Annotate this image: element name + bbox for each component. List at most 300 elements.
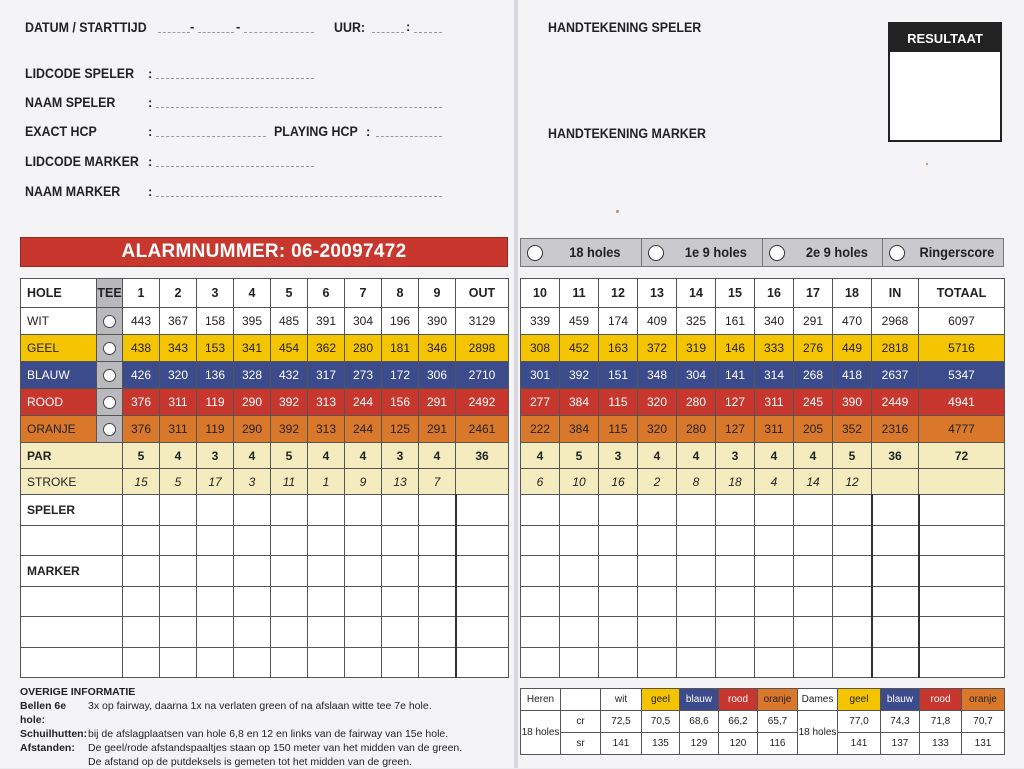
score-cell[interactable] — [382, 647, 419, 678]
score-cell[interactable] — [872, 495, 919, 526]
score-cell[interactable] — [123, 647, 160, 678]
distance-cell: 317 — [308, 362, 345, 389]
score-entry-row — [521, 556, 1005, 587]
par-row-cell: 5 — [833, 443, 872, 469]
tee-select-cell[interactable] — [97, 335, 123, 362]
distance-cell: 2637 — [872, 362, 919, 389]
rating-value: 70,5 — [642, 711, 680, 733]
distance-cell: 372 — [638, 335, 677, 362]
score-cell[interactable] — [833, 586, 872, 617]
score-cell[interactable] — [197, 525, 234, 556]
score-cell[interactable] — [794, 495, 833, 526]
distance-cell: 280 — [677, 416, 716, 443]
score-cell[interactable] — [716, 586, 755, 617]
naam-speler-label: NAAM SPELER — [25, 95, 116, 110]
distance-cell: 341 — [234, 335, 271, 362]
distance-cell: 311 — [160, 416, 197, 443]
distance-cell: 115 — [599, 389, 638, 416]
score-cell[interactable] — [677, 556, 716, 587]
stroke-row-cell: 11 — [271, 469, 308, 495]
cr-label: cr — [561, 711, 601, 733]
front-header-row — [21, 279, 509, 308]
distance-cell: 280 — [345, 335, 382, 362]
score-cell[interactable] — [521, 525, 560, 556]
distance-cell: 392 — [271, 389, 308, 416]
rating-col-geel: geel — [642, 689, 680, 711]
score-row-label — [21, 647, 123, 678]
score-cell[interactable] — [677, 525, 716, 556]
distance-cell: 2818 — [872, 335, 919, 362]
playing-hcp-label: PLAYING HCP — [274, 124, 358, 139]
score-cell[interactable] — [919, 495, 1005, 526]
stroke-row-cell: 12 — [833, 469, 872, 495]
score-cell[interactable] — [716, 525, 755, 556]
score-cell[interactable] — [755, 617, 794, 648]
distance-cell: 362 — [308, 335, 345, 362]
rating-blank — [561, 689, 601, 711]
score-cell[interactable] — [755, 525, 794, 556]
par-row-cell: 72 — [919, 443, 1005, 469]
par-row-cell: 4 — [677, 443, 716, 469]
score-cell[interactable] — [833, 525, 872, 556]
heren-label: Heren — [521, 689, 561, 711]
score-cell[interactable] — [271, 495, 308, 526]
datum-day-field[interactable] — [158, 32, 190, 33]
score-cell[interactable] — [521, 617, 560, 648]
score-cell[interactable] — [345, 647, 382, 678]
score-mode-tabs — [520, 238, 1004, 267]
column-header: 4 — [234, 279, 271, 308]
rating-value: 65,7 — [758, 711, 798, 733]
radio-circle-icon[interactable] — [769, 245, 785, 261]
score-cell[interactable] — [560, 586, 599, 617]
tee-name: GEEL — [21, 335, 97, 362]
score-cell[interactable] — [599, 495, 638, 526]
column-header: TEE — [97, 279, 123, 308]
score-cell[interactable] — [521, 556, 560, 587]
score-cell[interactable] — [560, 647, 599, 678]
score-cell[interactable] — [382, 525, 419, 556]
distance-cell: 244 — [345, 416, 382, 443]
score-cell[interactable] — [794, 617, 833, 648]
info-row: De afstand op de putdeksels is gemeten tot het midden van de green. — [88, 756, 412, 768]
score-entry-row — [521, 647, 1005, 678]
score-cell[interactable] — [638, 525, 677, 556]
tab-front-nine[interactable]: 1e 9 holes — [642, 239, 763, 266]
paper-speck — [926, 163, 928, 165]
score-entry-row — [21, 647, 509, 678]
distance-cell: 306 — [419, 362, 456, 389]
score-cell[interactable] — [345, 556, 382, 587]
rating-value: 71,8 — [920, 711, 962, 733]
score-cell[interactable] — [308, 647, 345, 678]
distance-cell: 418 — [833, 362, 872, 389]
par-row-cell: 4 — [794, 443, 833, 469]
stroke-row-cell — [456, 469, 509, 495]
score-cell[interactable] — [234, 495, 271, 526]
distance-cell: 119 — [197, 416, 234, 443]
score-cell[interactable] — [716, 495, 755, 526]
score-cell[interactable] — [677, 495, 716, 526]
distance-cell: 339 — [521, 308, 560, 335]
par-row-cell: 4 — [234, 443, 271, 469]
tab-back-nine[interactable]: 2e 9 holes — [763, 239, 884, 266]
score-cell[interactable] — [521, 586, 560, 617]
distance-cell: 308 — [521, 335, 560, 362]
rating-value: 131 — [962, 733, 1005, 755]
score-cell[interactable] — [872, 525, 919, 556]
colon: : — [148, 124, 153, 139]
distance-cell: 346 — [419, 335, 456, 362]
rating-col-blauw: blauw — [881, 689, 920, 711]
distance-cell: 277 — [521, 389, 560, 416]
score-row-label — [21, 525, 123, 556]
score-cell[interactable] — [382, 556, 419, 587]
naam-speler-field[interactable] — [156, 107, 442, 108]
colon: : — [148, 184, 153, 199]
stroke-row — [521, 469, 1005, 495]
score-cell[interactable] — [345, 586, 382, 617]
score-cell[interactable] — [794, 586, 833, 617]
column-header: IN — [872, 279, 919, 308]
radio-circle-icon[interactable] — [889, 245, 905, 261]
distance-cell: 314 — [755, 362, 794, 389]
score-cell[interactable] — [599, 647, 638, 678]
score-cell[interactable] — [456, 647, 509, 678]
distance-cell: 291 — [419, 389, 456, 416]
stroke-row-cell: 6 — [521, 469, 560, 495]
datum-month-field[interactable] — [198, 32, 234, 33]
score-cell[interactable] — [160, 495, 197, 526]
score-cell[interactable] — [919, 525, 1005, 556]
stroke-row-cell: 15 — [123, 469, 160, 495]
score-cell[interactable] — [919, 647, 1005, 678]
tee-row — [21, 362, 509, 389]
rating-col-rood: rood — [719, 689, 758, 711]
distance-cell: 391 — [308, 308, 345, 335]
score-cell[interactable] — [919, 556, 1005, 587]
score-cell[interactable] — [271, 525, 308, 556]
rating-value: 70,7 — [962, 711, 1005, 733]
colon: : — [366, 124, 371, 139]
score-cell[interactable] — [419, 495, 456, 526]
datum-sep-2: - — [236, 19, 241, 34]
score-cell[interactable] — [677, 586, 716, 617]
score-cell[interactable] — [599, 525, 638, 556]
score-cell[interactable] — [456, 586, 509, 617]
score-cell[interactable] — [872, 556, 919, 587]
score-cell[interactable] — [638, 586, 677, 617]
distance-cell: 325 — [677, 308, 716, 335]
score-cell[interactable] — [419, 617, 456, 648]
score-cell[interactable] — [872, 647, 919, 678]
score-cell[interactable] — [308, 586, 345, 617]
stroke-row — [21, 469, 509, 495]
score-cell[interactable] — [456, 525, 509, 556]
score-cell[interactable] — [419, 647, 456, 678]
score-cell[interactable] — [716, 556, 755, 587]
score-cell[interactable] — [716, 647, 755, 678]
naam-marker-field[interactable] — [156, 196, 442, 197]
tee-select-cell[interactable] — [97, 416, 123, 443]
score-cell[interactable] — [919, 586, 1005, 617]
score-row-label: SPELER — [21, 495, 123, 526]
score-cell[interactable] — [123, 495, 160, 526]
info-row: Afstanden: De geel/rode afstandspaaltjes staan op 150 meter van het midden van de green. — [20, 742, 463, 754]
tee-select-cell[interactable] — [97, 308, 123, 335]
score-cell[interactable] — [919, 617, 1005, 648]
score-cell[interactable] — [123, 617, 160, 648]
score-cell[interactable] — [794, 647, 833, 678]
distance-cell: 156 — [382, 389, 419, 416]
distance-cell: 2492 — [456, 389, 509, 416]
datum-year-field[interactable] — [244, 32, 314, 33]
score-cell[interactable] — [638, 556, 677, 587]
score-cell[interactable] — [197, 617, 234, 648]
distance-cell: 432 — [271, 362, 308, 389]
score-cell[interactable] — [677, 647, 716, 678]
exact-hcp-field[interactable] — [156, 136, 266, 137]
distance-cell: 328 — [234, 362, 271, 389]
distance-cell: 2968 — [872, 308, 919, 335]
paper-speck — [616, 210, 619, 213]
rating-value: 66,2 — [719, 711, 758, 733]
tab-18-holes[interactable]: 18 holes — [521, 239, 642, 266]
par-row-cell: 4 — [345, 443, 382, 469]
back-header-row — [521, 279, 1005, 308]
score-cell[interactable] — [234, 617, 271, 648]
score-cell[interactable] — [755, 586, 794, 617]
column-header: 6 — [308, 279, 345, 308]
par-row — [521, 443, 1005, 469]
score-cell[interactable] — [123, 556, 160, 587]
uur-hours-field[interactable] — [372, 32, 404, 33]
score-cell[interactable] — [345, 617, 382, 648]
score-cell[interactable] — [755, 647, 794, 678]
score-cell[interactable] — [872, 617, 919, 648]
score-cell[interactable] — [677, 617, 716, 648]
score-cell[interactable] — [271, 556, 308, 587]
distance-cell: 449 — [833, 335, 872, 362]
score-cell[interactable] — [234, 525, 271, 556]
score-cell[interactable] — [456, 495, 509, 526]
score-cell[interactable] — [345, 495, 382, 526]
score-cell[interactable] — [271, 617, 308, 648]
score-cell[interactable] — [419, 556, 456, 587]
rating-col-geel: geel — [838, 689, 881, 711]
rating-col-oranje: oranje — [962, 689, 1005, 711]
score-cell[interactable] — [521, 495, 560, 526]
distance-cell: 119 — [197, 389, 234, 416]
score-cell[interactable] — [638, 495, 677, 526]
tee-select-cell[interactable] — [97, 389, 123, 416]
stroke-row-cell: 4 — [755, 469, 794, 495]
score-cell[interactable] — [833, 556, 872, 587]
score-cell[interactable] — [271, 586, 308, 617]
rating-value: 129 — [680, 733, 719, 755]
score-cell[interactable] — [123, 586, 160, 617]
score-cell[interactable] — [456, 556, 509, 587]
rating-col-oranje: oranje — [758, 689, 798, 711]
lidcode-speler-field[interactable] — [156, 78, 314, 79]
distance-cell: 141 — [716, 362, 755, 389]
score-cell[interactable] — [234, 556, 271, 587]
par-row-cell: 4 — [160, 443, 197, 469]
par-row-cell: 4 — [521, 443, 560, 469]
uur-label: UUR: — [334, 20, 366, 35]
score-cell[interactable] — [599, 556, 638, 587]
distance-cell: 320 — [638, 389, 677, 416]
score-cell[interactable] — [456, 617, 509, 648]
score-cell[interactable] — [382, 495, 419, 526]
par-row-cell: 4 — [638, 443, 677, 469]
score-cell[interactable] — [345, 525, 382, 556]
distance-cell: 244 — [345, 389, 382, 416]
score-cell[interactable] — [308, 617, 345, 648]
score-cell[interactable] — [308, 495, 345, 526]
tee-row — [521, 308, 1005, 335]
lidcode-speler-label: LIDCODE SPELER — [25, 66, 135, 81]
distance-cell: 313 — [308, 389, 345, 416]
rating-value: 137 — [881, 733, 920, 755]
column-header: 11 — [560, 279, 599, 308]
tee-select-cell[interactable] — [97, 362, 123, 389]
score-cell[interactable] — [197, 586, 234, 617]
score-cell[interactable] — [234, 647, 271, 678]
score-cell[interactable] — [599, 586, 638, 617]
score-cell[interactable] — [794, 525, 833, 556]
score-cell[interactable] — [833, 495, 872, 526]
colon: : — [148, 95, 153, 110]
distance-cell: 470 — [833, 308, 872, 335]
score-cell[interactable] — [271, 647, 308, 678]
resultaat-header: RESULTAAT — [890, 24, 1000, 52]
score-entry-row — [521, 586, 1005, 617]
score-cell[interactable] — [308, 556, 345, 587]
radio-circle-icon[interactable] — [527, 245, 543, 261]
tee-radio-icon[interactable] — [103, 396, 116, 409]
score-cell[interactable] — [382, 586, 419, 617]
column-header: 8 — [382, 279, 419, 308]
score-cell[interactable] — [560, 495, 599, 526]
heren-holes-label: 18 holes — [521, 711, 561, 755]
score-entry-row — [21, 525, 509, 556]
score-cell[interactable] — [419, 586, 456, 617]
score-entry-row — [21, 556, 509, 587]
distance-cell: 319 — [677, 335, 716, 362]
score-cell[interactable] — [160, 647, 197, 678]
lidcode-marker-field[interactable] — [156, 166, 314, 167]
stroke-row-label: STROKE — [21, 469, 123, 495]
tee-row — [21, 335, 509, 362]
par-row-label: PAR — [21, 443, 123, 469]
score-cell[interactable] — [755, 556, 794, 587]
stroke-row-cell: 7 — [419, 469, 456, 495]
datum-sep-1: - — [190, 19, 195, 34]
distance-cell: 320 — [160, 362, 197, 389]
distance-cell: 459 — [560, 308, 599, 335]
radio-circle-icon[interactable] — [648, 245, 664, 261]
par-row-cell: 4 — [308, 443, 345, 469]
score-cell[interactable] — [160, 556, 197, 587]
score-cell[interactable] — [560, 525, 599, 556]
score-cell[interactable] — [419, 525, 456, 556]
tee-row — [521, 335, 1005, 362]
score-cell[interactable] — [833, 617, 872, 648]
score-cell[interactable] — [197, 647, 234, 678]
score-cell[interactable] — [160, 617, 197, 648]
rating-value: 135 — [642, 733, 680, 755]
distance-cell: 151 — [599, 362, 638, 389]
distance-cell: 390 — [419, 308, 456, 335]
uur-sep: : — [406, 19, 411, 34]
tee-radio-icon[interactable] — [103, 342, 116, 355]
score-cell[interactable] — [638, 647, 677, 678]
score-cell[interactable] — [197, 495, 234, 526]
score-cell[interactable] — [308, 525, 345, 556]
stroke-row-cell — [919, 469, 1005, 495]
tab-ringerscore[interactable]: Ringerscore — [883, 239, 1003, 266]
score-cell[interactable] — [160, 586, 197, 617]
score-cell[interactable] — [599, 617, 638, 648]
playing-hcp-field[interactable] — [376, 136, 442, 137]
score-cell[interactable] — [638, 617, 677, 648]
score-cell[interactable] — [234, 586, 271, 617]
tee-radio-icon[interactable] — [103, 369, 116, 382]
score-cell[interactable] — [833, 647, 872, 678]
score-cell[interactable] — [716, 617, 755, 648]
score-cell[interactable] — [755, 495, 794, 526]
resultaat-box[interactable] — [888, 22, 1002, 142]
score-cell[interactable] — [794, 556, 833, 587]
distance-cell: 291 — [419, 416, 456, 443]
distance-cell: 485 — [271, 308, 308, 335]
column-header: 15 — [716, 279, 755, 308]
tee-row — [521, 416, 1005, 443]
distance-cell: 280 — [677, 389, 716, 416]
distance-cell: 304 — [345, 308, 382, 335]
alarm-banner: ALARMNUMMER: 06-20097472 — [20, 237, 508, 267]
score-cell[interactable] — [160, 525, 197, 556]
score-cell[interactable] — [560, 556, 599, 587]
distance-cell: 2449 — [872, 389, 919, 416]
distance-cell: 127 — [716, 416, 755, 443]
distance-cell: 376 — [123, 389, 160, 416]
score-cell[interactable] — [872, 586, 919, 617]
distance-cell: 158 — [197, 308, 234, 335]
score-cell[interactable] — [521, 647, 560, 678]
rating-col-rood: rood — [920, 689, 962, 711]
rating-value: 141 — [838, 733, 881, 755]
score-cell[interactable] — [197, 556, 234, 587]
uur-minutes-field[interactable] — [414, 32, 442, 33]
score-cell[interactable] — [382, 617, 419, 648]
score-cell[interactable] — [560, 617, 599, 648]
tee-radio-icon[interactable] — [103, 315, 116, 328]
score-row-label — [21, 617, 123, 648]
rating-value: 141 — [601, 733, 642, 755]
distance-cell: 343 — [160, 335, 197, 362]
distance-cell: 4777 — [919, 416, 1005, 443]
score-cell[interactable] — [123, 525, 160, 556]
score-row-label: MARKER — [21, 556, 123, 587]
par-row-cell: 3 — [716, 443, 755, 469]
stroke-row-cell: 17 — [197, 469, 234, 495]
front-nine-table — [20, 278, 509, 678]
tee-radio-icon[interactable] — [103, 423, 116, 436]
distance-cell: 127 — [716, 389, 755, 416]
stroke-row-cell: 5 — [160, 469, 197, 495]
